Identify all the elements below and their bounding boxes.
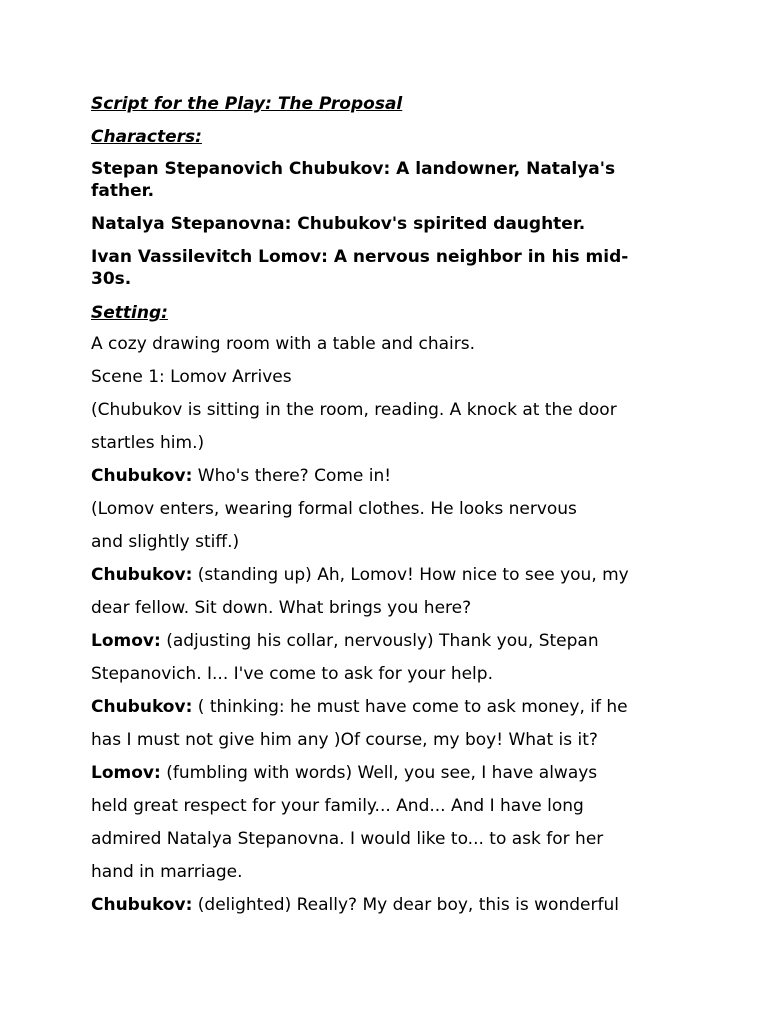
script-text: ( thinking: he must have come to ask money, if he — [192, 697, 628, 717]
character-entry — [91, 158, 661, 202]
speaker-name: Lomov: — [91, 763, 161, 783]
script-title: Script for the Play: The Proposal — [91, 94, 403, 114]
speaker-name: Lomov: — [91, 631, 161, 651]
script-text: (delighted) Really? My dear boy, this is wonderful — [192, 895, 619, 915]
characters-heading: Characters: — [91, 127, 202, 147]
script-text: held great respect for your family... And... And I have long — [91, 796, 584, 816]
script-line — [91, 526, 661, 559]
script-line — [91, 691, 661, 724]
speaker-name: Chubukov: — [91, 565, 193, 585]
script-text: startles him.) — [91, 433, 205, 453]
script-line — [91, 658, 661, 691]
script-text: Stepanovich. I... I've come to ask for your help. — [91, 664, 493, 684]
script-line — [91, 856, 661, 889]
script-text: (Lomov enters, wearing formal clothes. He looks nervous — [91, 499, 577, 519]
script-text: Scene 1: Lomov Arrives — [91, 367, 292, 387]
script-line — [91, 460, 661, 493]
character-entry-line: father. — [91, 181, 155, 201]
script-text: has I must not give him any )Of course, my boy! What is it? — [91, 730, 598, 750]
speaker-name: Chubukov: — [91, 466, 193, 486]
script-line — [91, 625, 661, 658]
script-line — [91, 790, 661, 823]
script-line — [91, 427, 661, 460]
script-text: (standing up) Ah, Lomov! How nice to see you, my — [192, 565, 629, 585]
script-line — [91, 559, 661, 592]
script-text: hand in marriage. — [91, 862, 243, 882]
script-lines — [91, 328, 661, 922]
character-entry — [91, 246, 661, 290]
script-line — [91, 757, 661, 790]
character-entry-line: Natalya Stepanovna: Chubukov's spirited daughter. — [91, 214, 586, 234]
script-line — [91, 394, 661, 427]
script-line — [91, 823, 661, 856]
script-line — [91, 724, 661, 757]
script-text: (fumbling with words) Well, you see, I have always — [160, 763, 598, 783]
character-entry — [91, 213, 661, 235]
character-entry-line: Stepan Stepanovich Chubukov: A landowner, Natalya's — [91, 159, 616, 179]
character-entry-line: 30s. — [91, 269, 132, 289]
script-line — [91, 328, 661, 361]
document-body — [91, 92, 661, 922]
script-text: (Chubukov is sitting in the room, reading. A knock at the door — [91, 400, 617, 420]
script-line — [91, 889, 661, 922]
script-line — [91, 361, 661, 394]
character-entry-line: Ivan Vassilevitch Lomov: A nervous neighbor in his mid- — [91, 247, 629, 267]
setting-heading: Setting: — [91, 303, 168, 323]
script-text: dear fellow. Sit down. What brings you here? — [91, 598, 472, 618]
script-text: and slightly stiff.) — [91, 532, 240, 552]
script-text: Who's there? Come in! — [192, 466, 392, 486]
script-line — [91, 493, 661, 526]
script-text: admired Natalya Stepanovna. I would like to... to ask for her — [91, 829, 604, 849]
script-text: (adjusting his collar, nervously) Thank you, Stepan — [160, 631, 599, 651]
speaker-name: Chubukov: — [91, 895, 193, 915]
script-line — [91, 592, 661, 625]
speaker-name: Chubukov: — [91, 697, 193, 717]
script-text: A cozy drawing room with a table and chairs. — [91, 334, 475, 354]
